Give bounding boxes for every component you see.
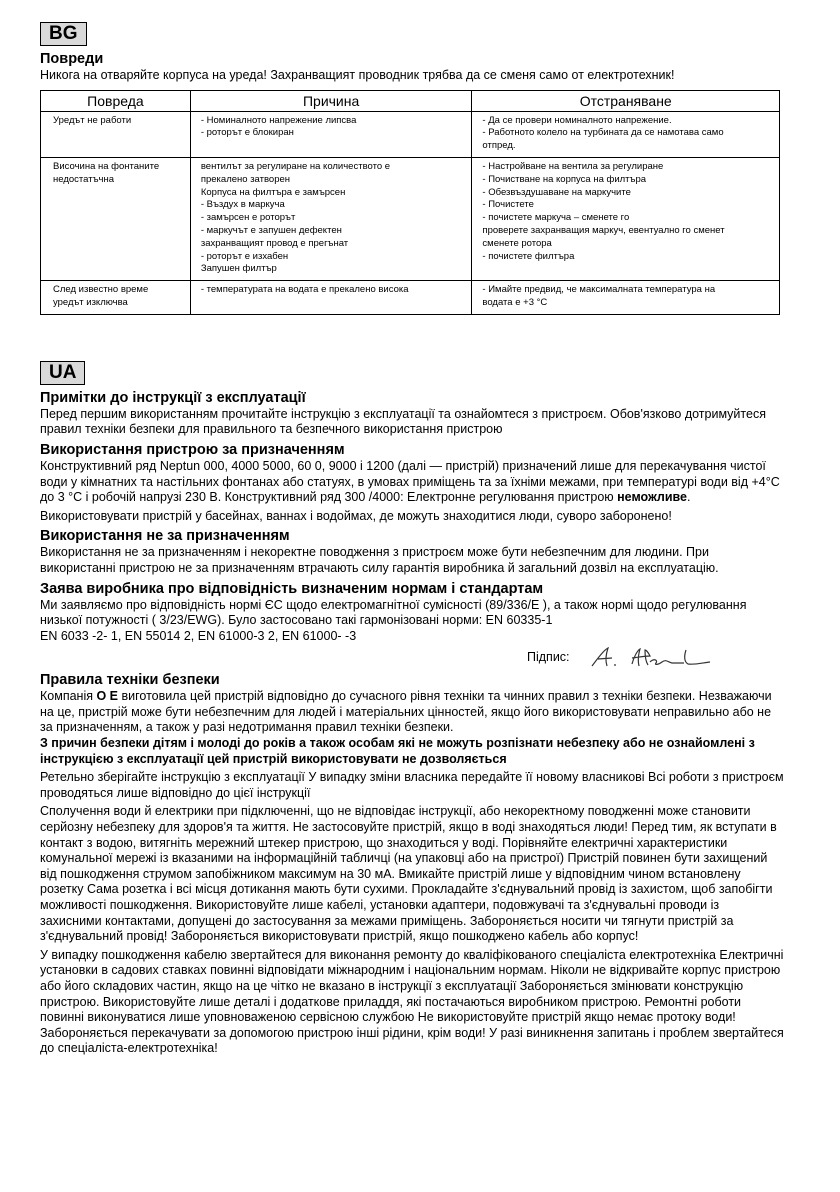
paragraph-notes: Перед першим використанням прочитайте інструкцію з експлуатації та ознайомтеся з пристроєм. Обов'язково дотримуйтеся правил техніки безпеки для правильного та безпечного використання пристрою [40,406,766,437]
bg-title: Повреди [40,51,104,67]
paragraph-misuse: Використання не за призначенням і некоректне поводження з пристроєм може бути небезпечним для людини. При використанні пристрою не за призначенням втрачають силу гарантія виробника й загальний дозвіл на експлуатацію. [40,545,719,575]
page [40,22,784,1057]
signature-label: Підпис: [527,650,570,665]
paragraph-safety-children: З причин безпеки дітям і молоді до років а також особам які не можуть розпізнати небезпеку або не ознайомлені з інструкцією з експлуатації цей пристрій використовувати не дозволяється [40,736,755,766]
remedy-cell: - Имайте предвид, че максималната температура на водата е +3 °C [472,281,780,315]
signature-image [588,644,718,670]
paragraph-safety-1 [40,689,784,736]
remedy-cell: - Да се провери номиналното напрежение. - Работното колело на турбината да се намотава само отпред. [472,111,780,157]
ua-section [40,361,784,1057]
header-cause: Причина [190,90,472,111]
table-row [41,157,780,280]
paragraph-intended-use [40,459,784,506]
heading-misuse: Використання не за призначенням [40,528,290,545]
language-tag-ua: UA [40,361,85,385]
table-row [41,111,780,157]
heading-intended-use: Використання пристрою за призначенням [40,441,345,458]
heading-notes: Примітки до інструкції з експлуатації [40,389,306,406]
bg-intro: Никога на отваряйте корпуса на уреда! Захранващият проводник трябва да се сменя само от електротехник! [40,68,675,82]
cause-cell: вентилът за регулиране на количеството е прекалено затворен Корпуса на филтъра е замърсен - Въздух в маркуча - замърсен е роторът - маркучът е запушен дефектен захранващият провод е прегънат - роторът е изхабен Запушен филтър [190,157,472,280]
company-name: О Е [96,689,119,704]
fault-cell: След известно време уредът изключва [41,281,191,315]
cause-cell: - температурата на водата е прекалено висока [190,281,472,315]
fault-cell: Височина на фонтаните недостатъчна [41,157,191,280]
safety-1-text-a: Компанія [40,689,97,704]
fault-table [40,90,780,315]
safety-1-text-b: виготовила цей пристрій відповідно до сучасного рівня техніки та чинних правил з техніки безпеки. Незважаючи на це, пристрій може бути небезпечним для людей і матеріальних цінностей, якщо його використовувати неправильно або не за призначенням, а також у разі недотримання правил техніки безпеки. [40,689,772,735]
intended-use-text: Конструктивний ряд Neptun 000, 4000 5000, 60 0, 9000 і 1200 (далі — пристрій) призначений лише для перекачування чистої води у кімнатних та настільних фонтанах або статуях, в умовах приміщень та за їхніми межами, при температурі води від +4°C до 3 °C і робочій напрузі 230 В. Конструктивний ряд 300 /4000: Електронне регулювання пристрою [40,458,780,505]
header-remedy: Отстраняване [472,90,780,111]
paragraph-declaration: Ми заявляємо про відповідність нормі ЄС щодо електромагнітної сумісності (89/336/E ), а також нормі щодо регулювання низької потужності ( 3/23/EWG). Було застосовано такі гармонізовані норми: EN 60335-1 EN 6033 -2- 1, EN 55014 2, EN 61000-3 2, EN 61000- -3 [40,597,747,643]
fault-table-header [41,90,780,111]
heading-declaration: Заява виробника про відповідність визначеним нормам і стандартам [40,580,544,597]
language-tag-bg: BG [40,22,87,46]
table-row [41,281,780,315]
paragraph-pool-warning: Використовувати пристрій у басейнах, ваннах і водоймах, де можуть знаходитися люди, суворо заборонено! [40,508,672,523]
intended-use-end: . [686,490,691,505]
paragraph-safety-electric: Сполучення води й електрики при підключенні, що не відповідає інструкції, або некоректному поводженні може становити серйозну небезпеку для здоров'я та життя. Не застосовуйте пристрій, якщо в воді знаходяться люди! Перед тим, як вступати в контакт з водою, витягніть мережний штекер пристрою, що знаходиться у воді. Порівняйте електричні характеристики комунальної мережі із вказаними на інформаційній табличці (на упаковці або на пристрої) Пристрій повинен бути захищений від пошкодження струмом запобіжником максимум на 30 мА. Вмикайте пристрій лише у відповідним чином встановлену розетку Сама розетка і всі місця дотикання мають бути сухими. Прокладайте з'єднувальний провід із захистом, щоб запобігти можливості пошкодження. Використовуйте лише кабелі, установки адаптери, подовжувачі та з'єднувальні проводи із захисними контактами, допущені до застосування за межами приміщень. Забороняється носити чи тягнути пристрій за з'єднувальний провід! Забороняється використовувати пристрій, якщо пошкоджено кабель або корпус! [40,804,777,944]
cause-cell: - Номиналното напрежение липсва - роторът е блокиран [190,111,472,157]
fault-cell: Уредът не работи [41,111,191,157]
paragraph-safety-keep: Ретельно зберігайте інструкцію з експлуатації У випадку зміни власника передайте її новому власникові Всі роботи з пристроєм проводяться лише відповідно до цієї інструкції [40,770,784,800]
paragraph-safety-repair: У випадку пошкодження кабелю звертайтеся для виконання ремонту до кваліфікованого спеціаліста електротехніка Електричні установки в садових ставках повинні відповідати міжнародним і національним нормам. Ніколи не відкривайте корпус пристрою або його складових частин, якщо на це чітко не вказано в інструкції з експлуатації Забороняється змінювати конструкцію пристрою. Використовуйте лише деталі і додаткове приладдя, які постачаються виробником пристрою. Ремонтні роботи повинні виконуватися лише уповноваженою сервісною службою Не використовуйте пристрій якщо немає протоку води! Забороняється перекачувати за допомогою пристрою інші рідини, крім води! У разі виникнення запитань і проблем звертайтеся до спеціаліста-електротехніка! [40,947,784,1056]
header-fault: Повреда [41,90,191,111]
remedy-cell: - Настройване на вентила за регулиране - Почистване на корпуса на филтъра - Обезвъздушаване на маркучите - Почистете - почистете маркуча – сменете го проверете захранващия маркуч, евентуално го сменет сменете ротора - почистете филтъра [472,157,780,280]
intended-use-bold: неможливе [617,490,687,505]
signature-row [40,644,784,670]
heading-safety: Правила техніки безпеки [40,672,220,689]
